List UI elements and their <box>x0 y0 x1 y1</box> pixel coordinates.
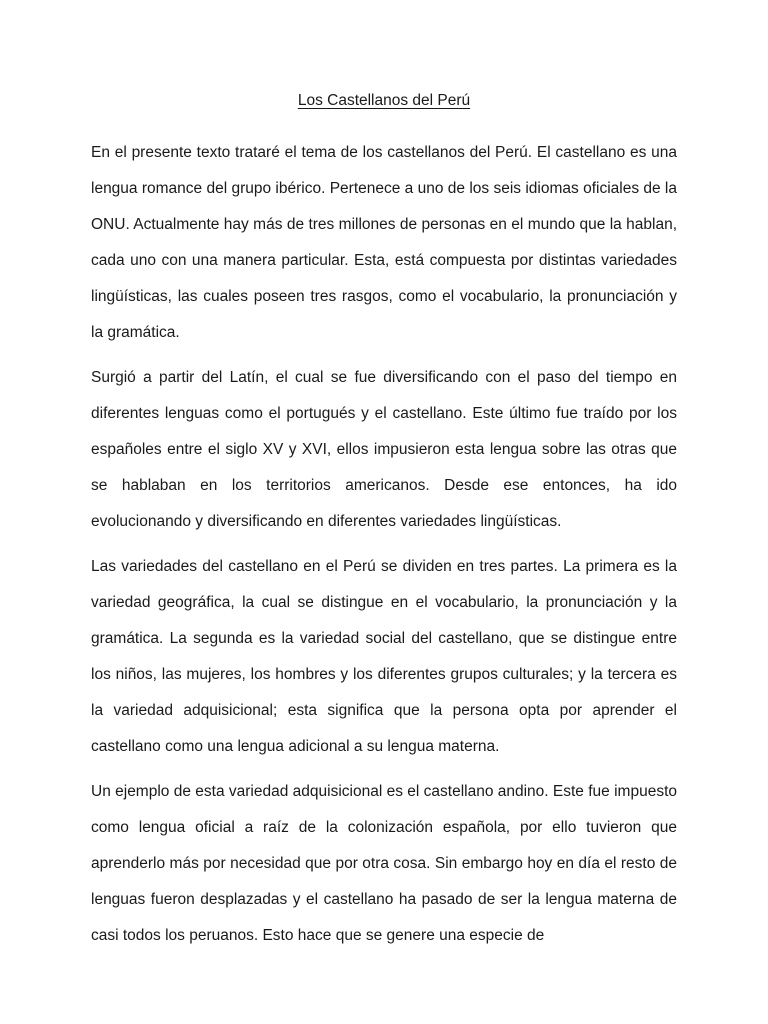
document-title-text: Los Castellanos del Perú <box>297 92 471 109</box>
paragraph-1: En el presente texto trataré el tema de los castellanos del Perú. El castellano es una lengua romance del grupo ibérico. Pertenece a uno de los seis idiomas oficiales de la ONU. Actualmente hay más de tres millones de personas en el mundo que la hablan, cada uno con una manera particular. Esta, está compuesta por distintas variedades lingüísticas, las cuales poseen tres rasgos, como el vocabulario, la pronunciación y la gramática. <box>91 144 677 341</box>
document-title <box>0 90 768 112</box>
document-body <box>91 135 677 963</box>
paragraph-3: Las variedades del castellano en el Perú se dividen en tres partes. La primera es la variedad geográfica, la cual se distingue en el vocabulario, la pronunciación y la gramática. La segunda es la variedad social del castellano, que se distingue entre los niños, las mujeres, los hombres y los diferentes grupos culturales; y la tercera es la variedad adquisicional; esta significa que la persona opta por aprender el castellano como una lengua adicional a su lengua materna. <box>91 558 677 755</box>
paragraph-4: Un ejemplo de esta variedad adquisicional es el castellano andino. Este fue impuesto como lengua oficial a raíz de la colonización española, por ello tuvieron que aprenderlo más por necesidad que por otra cosa. Sin embargo hoy en día el resto de lenguas fueron desplazadas y el castellano ha pasado de ser la lengua materna de casi todos los peruanos. Esto hace que se genere una especie de <box>91 783 677 944</box>
paragraph-2: Surgió a partir del Latín, el cual se fue diversificando con el paso del tiempo en diferentes lenguas como el portugués y el castellano. Este último fue traído por los españoles entre el siglo XV y XVI, ellos impusieron esta lengua sobre las otras que se hablaban en los territorios americanos. Desde ese entonces, ha ido evolucionando y diversificando en diferentes variedades lingüísticas. <box>91 369 677 530</box>
